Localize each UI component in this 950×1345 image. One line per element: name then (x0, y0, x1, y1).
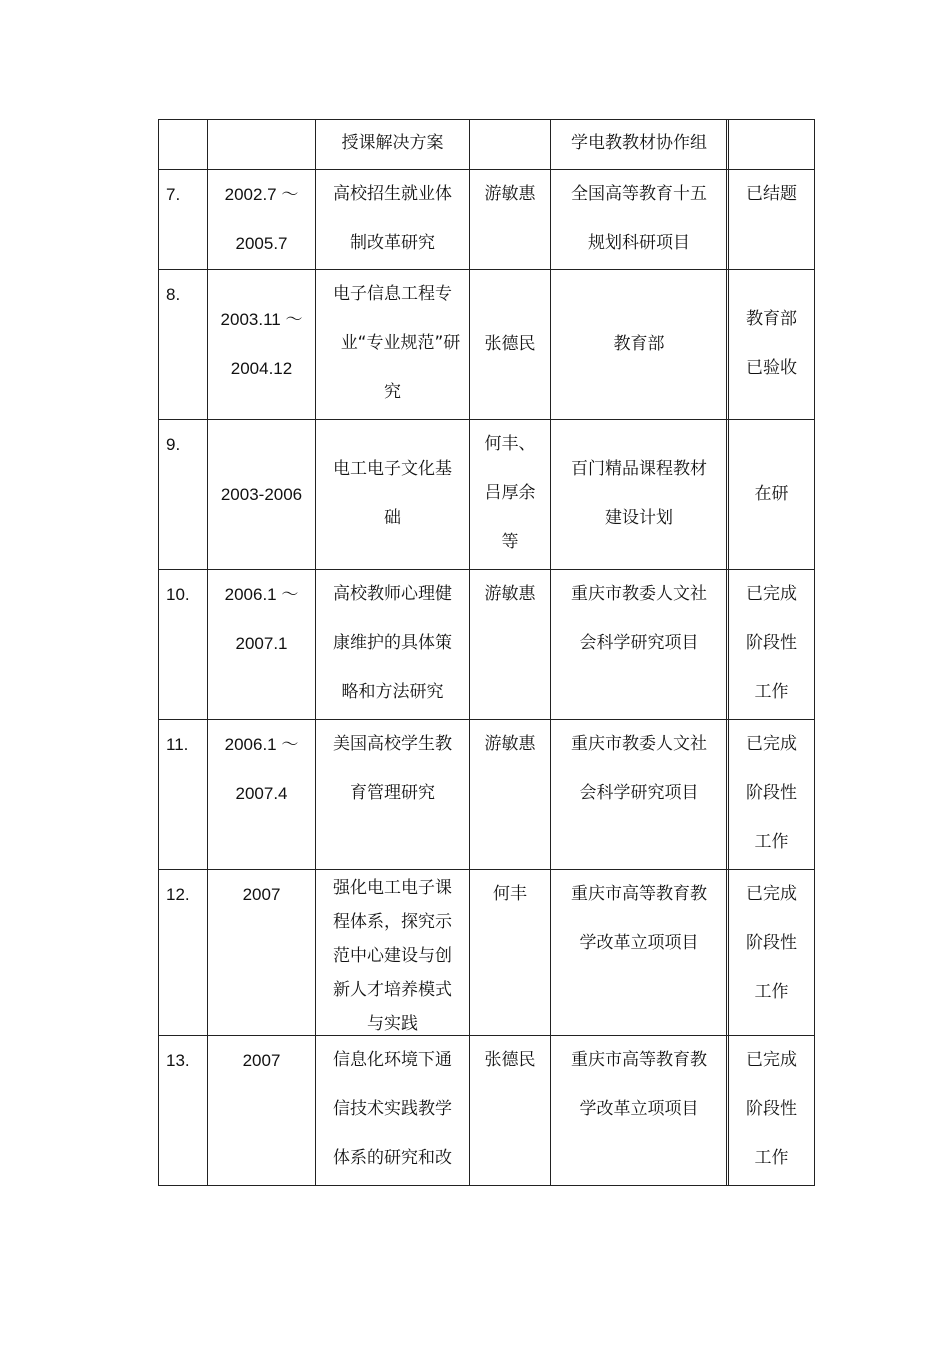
project-name-cell (316, 119, 469, 169)
source-line: 会科学研究项目 (579, 783, 699, 803)
project-name-line: 高校教师心理健 (333, 584, 452, 604)
status-line: 在研 (754, 484, 789, 504)
source-line: 会科学研究项目 (579, 633, 699, 653)
status-line: 阶段性 (746, 1099, 797, 1119)
project-name-line: 新人才培养模式 (333, 980, 452, 1000)
date-cell (208, 720, 315, 869)
source-line: 学改革立项项目 (579, 1099, 699, 1119)
status-cell (729, 420, 814, 569)
project-name-line: 信息化环境下通 (333, 1050, 452, 1070)
project-name-line: 电子信息工程专 (333, 284, 452, 304)
leader-cell (470, 270, 550, 419)
project-name-line: 制改革研究 (350, 233, 435, 253)
project-name-line: 信技术实践教学 (333, 1099, 452, 1119)
source-cell (551, 420, 727, 569)
project-name-line: 康维护的具体策 (333, 633, 452, 653)
source-line: 学改革立项项目 (579, 933, 699, 953)
source-line: 全国高等教育十五 (571, 184, 707, 204)
date-cell (208, 870, 315, 1035)
status-line: 阶段性 (746, 783, 797, 803)
leader-cell (470, 720, 550, 869)
table-row (158, 870, 815, 1035)
project-name-line: 业“专业规范”研 (340, 333, 461, 353)
date-cell (208, 270, 315, 419)
leader-line: 游敏惠 (484, 184, 536, 204)
source-line: 教育部 (613, 334, 665, 354)
project-name-line: 础 (384, 508, 401, 528)
row-number: 10. (166, 585, 190, 604)
project-name-line: 范中心建设与创 (333, 946, 452, 966)
table-row (158, 170, 815, 269)
project-name-line: 强化电工电子课 (333, 878, 452, 898)
status-cell (729, 870, 814, 1035)
date-line: 2002.7 ～ (224, 185, 299, 204)
date-line: 2007 (242, 885, 281, 904)
project-name-line: 电工电子文化基 (333, 459, 452, 479)
date-cell (208, 420, 315, 569)
row-number: 8. (166, 285, 181, 304)
leader-cell (470, 1036, 550, 1185)
status-line: 工作 (754, 682, 789, 702)
status-line: 已完成 (746, 884, 797, 904)
project-table (158, 119, 815, 1186)
source-cell (551, 570, 727, 719)
table-border-bottom (158, 1185, 815, 1186)
row-number (159, 119, 207, 169)
leader-line: 游敏惠 (484, 584, 536, 604)
project-name-cell (316, 420, 469, 569)
date-cell (208, 170, 315, 269)
date-line: 2007 (242, 1051, 281, 1070)
row-number: 7. (166, 185, 181, 204)
source-cell (551, 1036, 727, 1185)
date-line: 2007.4 (235, 784, 288, 803)
status-line: 工作 (754, 1148, 789, 1168)
status-line: 阶段性 (746, 933, 797, 953)
date-cell (208, 119, 315, 169)
project-name-line: 究 (384, 382, 401, 402)
project-name-cell (316, 1036, 469, 1185)
project-name-cell (316, 270, 469, 419)
source-line: 规划科研项目 (588, 233, 690, 253)
project-name-line: 美国高校学生教 (333, 734, 452, 754)
source-line: 学电教教材协作组 (571, 133, 707, 153)
table-row (158, 720, 815, 869)
source-line: 建设计划 (605, 508, 673, 528)
leader-line: 张德民 (484, 1050, 536, 1070)
project-name-cell (316, 720, 469, 869)
project-name-line: 高校招生就业体 (333, 184, 452, 204)
source-line: 重庆市教委人文社 (571, 584, 707, 604)
status-line: 已完成 (746, 734, 797, 754)
status-line: 已完成 (746, 1050, 797, 1070)
leader-cell (470, 170, 550, 269)
leader-line: 何丰 (493, 884, 527, 904)
source-cell (551, 119, 727, 169)
project-name-cell (316, 170, 469, 269)
project-name-line: 与实践 (367, 1014, 418, 1034)
source-line: 重庆市高等教育教 (571, 1050, 707, 1070)
leader-cell (470, 570, 550, 719)
date-line: 2003-2006 (220, 485, 303, 504)
table-row (158, 420, 815, 569)
leader-cell (470, 420, 550, 569)
date-line: 2003.11 ～ (220, 310, 303, 329)
source-cell (551, 870, 727, 1035)
date-cell (208, 1036, 315, 1185)
date-cell (208, 570, 315, 719)
status-line: 已完成 (746, 584, 797, 604)
project-name-cell (316, 570, 469, 719)
status-line: 已验收 (746, 358, 797, 378)
status-line: 阶段性 (746, 633, 797, 653)
status-line: 教育部 (746, 309, 797, 329)
source-line: 百门精品课程教材 (571, 459, 707, 479)
source-cell (551, 270, 727, 419)
date-line: 2007.1 (235, 634, 288, 653)
status-line: 工作 (754, 832, 789, 852)
leader-cell (470, 870, 550, 1035)
source-line: 重庆市高等教育教 (571, 884, 707, 904)
table-row (158, 1036, 815, 1185)
status-cell (729, 170, 814, 269)
status-cell (729, 570, 814, 719)
row-number: 12. (166, 885, 190, 904)
row-number: 11. (166, 735, 189, 754)
row-number: 13. (166, 1051, 190, 1070)
status-cell (729, 119, 814, 169)
project-name-line: 略和方法研究 (341, 682, 444, 702)
source-cell (551, 720, 727, 869)
status-line: 工作 (754, 982, 789, 1002)
table-row (158, 570, 815, 719)
table-row (158, 119, 815, 169)
date-line: 2004.12 (230, 359, 293, 378)
leader-line: 张德民 (484, 334, 536, 354)
project-name-line: 体系的研究和改 (333, 1148, 452, 1168)
date-line: 2005.7 (235, 234, 288, 253)
leader-line: 游敏惠 (484, 734, 536, 754)
project-name-line: 授课解决方案 (341, 133, 444, 153)
status-cell (729, 270, 814, 419)
leader-cell (470, 119, 550, 169)
date-line: 2006.1 ～ (224, 585, 299, 604)
date-line: 2006.1 ～ (224, 735, 299, 754)
source-cell (551, 170, 727, 269)
table-row (158, 270, 815, 419)
project-name-line: 育管理研究 (350, 783, 435, 803)
status-cell (729, 1036, 814, 1185)
row-number: 9. (166, 435, 181, 454)
project-name-line: 程体系，探究示 (333, 912, 452, 932)
leader-line: 等 (501, 532, 519, 552)
status-cell (729, 720, 814, 869)
status-line: 已结题 (746, 184, 797, 204)
project-name-cell (316, 870, 469, 1035)
source-line: 重庆市教委人文社 (571, 734, 707, 754)
leader-line: 何丰、 (484, 434, 536, 454)
leader-line: 吕厚余 (484, 483, 536, 503)
